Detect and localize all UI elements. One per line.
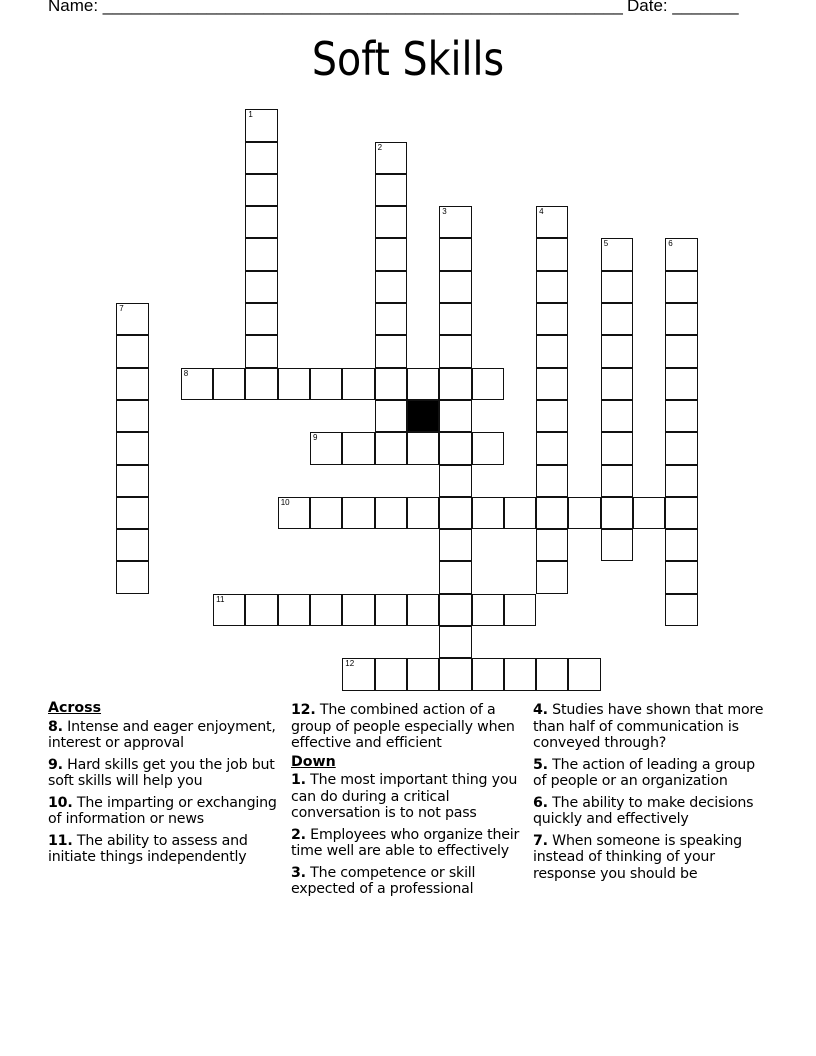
- grid-cell[interactable]: [536, 529, 568, 561]
- grid-cell[interactable]: [665, 497, 697, 529]
- grid-cell[interactable]: [245, 174, 277, 206]
- cell-number: 3: [442, 207, 447, 217]
- grid-cell[interactable]: [116, 303, 148, 335]
- clue-text: The most important thing you can do during a critical conversation is to not pass: [291, 772, 518, 821]
- grid-cell[interactable]: [472, 594, 504, 626]
- clue-text: The action of leading a group of people or an organization: [533, 756, 755, 789]
- grid-cell[interactable]: [375, 658, 407, 690]
- clue-number: 5.: [533, 756, 548, 773]
- grid-cell[interactable]: [375, 335, 407, 367]
- grid-cell[interactable]: [116, 497, 148, 529]
- clue-down-6: [533, 795, 765, 828]
- grid-cell[interactable]: [375, 497, 407, 529]
- grid-cell[interactable]: [439, 626, 471, 658]
- grid-cell[interactable]: [439, 594, 471, 626]
- clue-text: The ability to assess and initiate things independently: [48, 832, 248, 865]
- clue-down-7: [533, 833, 765, 883]
- grid-cell[interactable]: [245, 142, 277, 174]
- cell-number: 8: [183, 368, 189, 378]
- clue-text: Employees who organize their time well are able to effectively: [291, 826, 520, 859]
- grid-cell[interactable]: [601, 432, 633, 464]
- grid-cell[interactable]: [181, 368, 213, 400]
- grid-cell[interactable]: [439, 432, 471, 464]
- grid-cell[interactable]: [407, 368, 439, 400]
- grid-cell[interactable]: [665, 432, 697, 464]
- grid-cell[interactable]: [439, 271, 471, 303]
- grid-cell[interactable]: [601, 238, 633, 270]
- cell-number: 2: [377, 142, 383, 152]
- grid-cell[interactable]: [439, 658, 471, 690]
- grid-cell[interactable]: [504, 497, 536, 529]
- grid-cell[interactable]: [278, 368, 310, 400]
- clue-across-9: [48, 757, 280, 790]
- clue-number: 10.: [48, 794, 73, 811]
- clue-number: 4.: [533, 702, 548, 718]
- grid-cell[interactable]: [439, 335, 471, 367]
- grid-cell[interactable]: [245, 109, 277, 141]
- grid-cell[interactable]: [375, 400, 407, 432]
- clue-number: 3.: [291, 864, 306, 881]
- clue-number: 12.: [291, 702, 316, 718]
- grid-cell[interactable]: [116, 368, 148, 400]
- clue-text: The competence or skill expected of a professional: [291, 864, 476, 897]
- clues-column-2: [291, 702, 523, 903]
- grid-cell[interactable]: [245, 271, 277, 303]
- grid-cell[interactable]: [375, 206, 407, 238]
- clue-number: 6.: [533, 794, 548, 811]
- grid-cell[interactable]: [472, 368, 504, 400]
- clue-number: 11.: [48, 832, 73, 849]
- clue-number: 8.: [48, 718, 63, 735]
- clue-text: Intense and eager enjoyment, interest or approval: [48, 718, 276, 751]
- grid-cell[interactable]: [472, 658, 504, 690]
- grid-cell[interactable]: [407, 594, 439, 626]
- clue-down-5: [533, 757, 765, 790]
- grid-cell[interactable]: [601, 497, 633, 529]
- grid-cell[interactable]: [601, 465, 633, 497]
- grid-cell[interactable]: [439, 206, 471, 238]
- grid-cell[interactable]: [245, 303, 277, 335]
- grid-cell[interactable]: [536, 303, 568, 335]
- grid-cell[interactable]: [665, 529, 697, 561]
- clue-number: 1.: [291, 772, 306, 788]
- clue-text: When someone is speaking instead of thinking of your response you should be: [533, 832, 742, 882]
- grid-cell[interactable]: [536, 238, 568, 270]
- grid-cell[interactable]: [407, 497, 439, 529]
- grid-cell[interactable]: [375, 432, 407, 464]
- clue-down-3: [291, 865, 523, 898]
- grid-cell[interactable]: [375, 368, 407, 400]
- grid-cell[interactable]: [213, 594, 245, 626]
- grid-cell[interactable]: [536, 335, 568, 367]
- grid-cell[interactable]: [245, 238, 277, 270]
- grid-cell[interactable]: [665, 238, 697, 270]
- cell-number: 5: [603, 239, 609, 249]
- grid-cell[interactable]: [665, 594, 697, 626]
- cell-number: 10: [280, 497, 290, 507]
- grid-cell[interactable]: [568, 497, 600, 529]
- clue-text: Studies have shown that more than half of communication is conveyed through?: [533, 702, 764, 751]
- grid-cell[interactable]: [536, 432, 568, 464]
- grid-cell[interactable]: [601, 368, 633, 400]
- grid-cell[interactable]: [116, 529, 148, 561]
- grid-cell[interactable]: [472, 432, 504, 464]
- grid-cell[interactable]: [536, 561, 568, 593]
- grid-cell[interactable]: [245, 594, 277, 626]
- page-title: Soft Skills: [311, 32, 505, 86]
- grid-cell[interactable]: [116, 400, 148, 432]
- grid-cell[interactable]: [504, 594, 536, 626]
- name-field-label: Name: _______________________________________________________: [48, 0, 623, 15]
- clue-text: The combined action of a group of people especially when effective and efficient: [291, 702, 515, 751]
- grid-cell[interactable]: [278, 594, 310, 626]
- grid-cell[interactable]: [665, 400, 697, 432]
- black-cell: [407, 400, 439, 432]
- cell-number: 1: [248, 110, 253, 120]
- crossword-grid: [117, 110, 717, 710]
- clue-down-1: [291, 772, 523, 822]
- clue-number: 9.: [48, 756, 63, 773]
- clue-text: Hard skills get you the job but soft skills will help you: [48, 756, 275, 789]
- grid-cell[interactable]: [439, 400, 471, 432]
- grid-cell[interactable]: [536, 271, 568, 303]
- grid-cell[interactable]: [665, 303, 697, 335]
- clue-number: 2.: [291, 826, 306, 843]
- grid-cell[interactable]: [536, 465, 568, 497]
- cell-number: 11: [216, 594, 225, 604]
- grid-cell[interactable]: [310, 594, 342, 626]
- cell-number: 9: [313, 433, 318, 443]
- grid-cell[interactable]: [601, 271, 633, 303]
- grid-cell[interactable]: [536, 368, 568, 400]
- grid-cell[interactable]: [665, 335, 697, 367]
- grid-cell[interactable]: [536, 400, 568, 432]
- cell-number: 7: [119, 304, 124, 313]
- grid-cell[interactable]: [665, 271, 697, 303]
- grid-cell[interactable]: [375, 594, 407, 626]
- grid-cell[interactable]: [116, 335, 148, 367]
- grid-cell[interactable]: [407, 432, 439, 464]
- grid-cell[interactable]: [536, 497, 568, 529]
- clue-text: The ability to make decisions quickly and effectively: [533, 794, 754, 827]
- cell-number: 6: [668, 239, 673, 249]
- clues-column-3: [533, 702, 765, 887]
- grid-cell[interactable]: [310, 368, 342, 400]
- grid-cell[interactable]: [310, 497, 342, 529]
- grid-cell[interactable]: [342, 368, 374, 400]
- grid-cell[interactable]: [407, 658, 439, 690]
- cell-number: 12: [345, 659, 355, 669]
- grid-cell[interactable]: [375, 238, 407, 270]
- clue-across-8: [48, 719, 280, 752]
- grid-cell[interactable]: [472, 497, 504, 529]
- grid-cell[interactable]: [116, 561, 148, 593]
- grid-cell[interactable]: [439, 465, 471, 497]
- grid-cell[interactable]: [536, 206, 568, 238]
- clue-number: 7.: [533, 832, 548, 849]
- grid-cell[interactable]: [116, 465, 148, 497]
- grid-cell[interactable]: [504, 658, 536, 690]
- grid-cell[interactable]: [342, 432, 374, 464]
- clue-across-11: [48, 833, 280, 866]
- grid-cell[interactable]: [536, 658, 568, 690]
- grid-cell[interactable]: [342, 594, 374, 626]
- grid-cell[interactable]: [568, 658, 600, 690]
- across-heading: Across: [48, 700, 102, 716]
- grid-cell[interactable]: [665, 561, 697, 593]
- grid-cell[interactable]: [439, 529, 471, 561]
- grid-cell[interactable]: [116, 432, 148, 464]
- grid-cell[interactable]: [278, 497, 310, 529]
- grid-cell[interactable]: [375, 174, 407, 206]
- grid-cell[interactable]: [245, 206, 277, 238]
- clues-column-1: [48, 700, 280, 871]
- grid-cell[interactable]: [375, 142, 407, 174]
- grid-cell[interactable]: [633, 497, 665, 529]
- clue-across-12: [291, 702, 523, 752]
- grid-cell[interactable]: [601, 303, 633, 335]
- grid-cell[interactable]: [342, 658, 374, 690]
- grid-cell[interactable]: [213, 368, 245, 400]
- grid-cell[interactable]: [439, 368, 471, 400]
- grid-cell[interactable]: [375, 303, 407, 335]
- grid-cell[interactable]: [439, 303, 471, 335]
- grid-cell[interactable]: [375, 271, 407, 303]
- grid-cell[interactable]: [439, 561, 471, 593]
- clue-down-2: [291, 827, 523, 860]
- down-heading: Down: [291, 753, 336, 770]
- grid-cell[interactable]: [665, 465, 697, 497]
- clue-down-4: [533, 702, 765, 752]
- grid-cell[interactable]: [601, 335, 633, 367]
- grid-cell[interactable]: [601, 400, 633, 432]
- grid-cell[interactable]: [245, 335, 277, 367]
- grid-cell[interactable]: [342, 497, 374, 529]
- date-field-label: Date: _______: [627, 0, 739, 15]
- grid-cell[interactable]: [310, 432, 342, 464]
- cell-number: 4: [539, 207, 544, 217]
- grid-cell[interactable]: [439, 238, 471, 270]
- grid-cell[interactable]: [601, 529, 633, 561]
- grid-cell[interactable]: [665, 368, 697, 400]
- clue-text: The imparting or exchanging of information or news: [48, 794, 277, 827]
- grid-cell[interactable]: [439, 497, 471, 529]
- clue-across-10: [48, 795, 280, 828]
- grid-cell[interactable]: [245, 368, 277, 400]
